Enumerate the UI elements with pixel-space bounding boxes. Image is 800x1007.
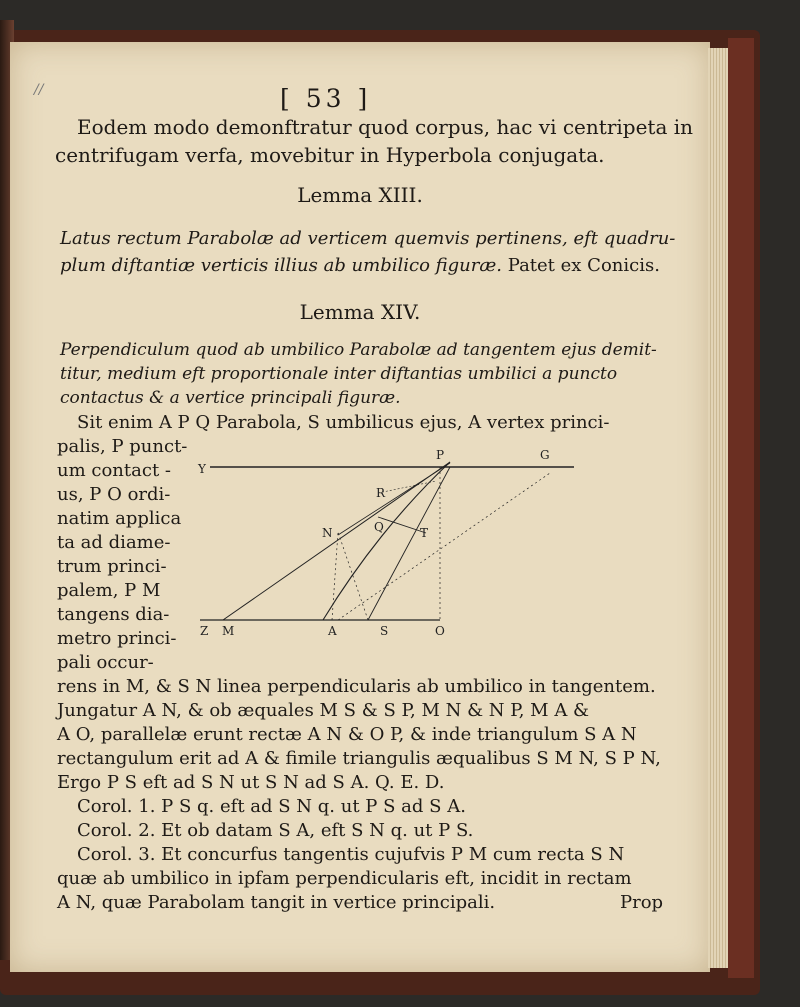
text-line: rens in M, & S N linea perpendicularis ab umbilico in tangentem. [57, 676, 656, 697]
label-R: R [376, 486, 386, 500]
label-N: N [322, 526, 333, 540]
text-line: rectangulum erit ad A & fimile triangulis æqualibus S M N, S P N, [57, 748, 661, 769]
text-line: Jungatur A N, & ob æquales M S & S P, M N & N P, M A & [57, 700, 590, 721]
corollary-1: Corol. 1. P S q. eft ad S N q. ut P S ad S A. [77, 796, 466, 817]
lemma-14-statement: Perpendiculum quod ab umbilico Parabolæ ad tangentem ejus demit- [60, 340, 657, 360]
lemma-13-heading: Lemma XIII. [297, 183, 423, 207]
side-text-line: us, P O ordi- [57, 484, 171, 505]
line-AN [332, 532, 338, 620]
lemma-13-roman: Patet ex Conicis. [507, 255, 660, 276]
side-text-line: palem, P M [57, 580, 161, 601]
side-text-line: natim applica [57, 508, 182, 529]
tangent-PM [223, 462, 450, 620]
side-text-line: trum princi- [57, 556, 167, 577]
parabola-figure [188, 445, 588, 645]
text-line: A N, quæ Parabolam tangit in vertice principali. [57, 892, 496, 913]
parabola-curve [323, 462, 450, 620]
pencil-mark: // [34, 82, 44, 98]
label-Z: Z [200, 624, 209, 638]
label-O: O [435, 624, 445, 638]
label-A: A [328, 624, 337, 638]
label-M: M [222, 624, 235, 638]
lemma-13-statement-2 [60, 255, 660, 276]
corollary-3: Corol. 3. Et concurfus tangentis cujufvis P M cum recta S N [77, 844, 625, 865]
label-S: S [380, 624, 389, 638]
text-line: Eodem modo demonftratur quod corpus, hac vi centripeta in [77, 115, 694, 139]
label-Q: Q [374, 520, 384, 534]
corollary-2: Corol. 2. Et ob datam S A, eft S N q. ut P S. [77, 820, 474, 841]
lemma-14-statement: titur, medium eft proportionale inter diftantias umbilici a puncto [60, 364, 618, 384]
lemma-13-statement: Latus rectum Parabolæ ad verticem quemvis pertinens, eft quadru- [60, 228, 676, 249]
label-G: G [540, 448, 550, 462]
page-number: [ 53 ] [280, 84, 372, 113]
line-RX [378, 481, 436, 493]
back-cover-edge [728, 38, 754, 978]
label-P: P [436, 448, 445, 462]
side-text-line: metro princi- [57, 628, 177, 649]
text-line: quæ ab umbilico in ipfam perpendicularis eft, incidit in rectam [57, 868, 632, 889]
side-text-line: pali occur- [57, 652, 154, 673]
catchword: Prop [620, 892, 664, 913]
lemma-13-italic: plum diftantiæ verticis illius ab umbilico figuræ. [60, 255, 503, 276]
text-line: A O, parallelæ erunt rectæ A N & O P, & inde triangulum S A N [57, 724, 637, 745]
label-Y: Y [198, 462, 206, 476]
label-T: T [420, 526, 429, 540]
side-text-line: um contact - [57, 460, 171, 481]
side-text-line: ta ad diame- [57, 532, 171, 553]
line-AG [338, 473, 550, 620]
line-SN [338, 532, 368, 620]
side-text-line: palis, P punct- [57, 436, 188, 457]
lemma-14-heading: Lemma XIV. [299, 300, 421, 324]
text-line: Ergo P S eft ad S N ut S N ad S A. Q. E. D. [57, 772, 445, 793]
proof-line: Sit enim A P Q Parabola, S umbilicus ejus, A vertex princi- [77, 412, 610, 433]
lemma-14-statement: contactus & a vertice principali figuræ. [60, 388, 401, 408]
page-edges [708, 48, 728, 968]
text-line: centrifugam verfa, movebitur in Hyperbola conjugata. [55, 143, 605, 167]
side-text-line: tangens dia- [57, 604, 170, 625]
